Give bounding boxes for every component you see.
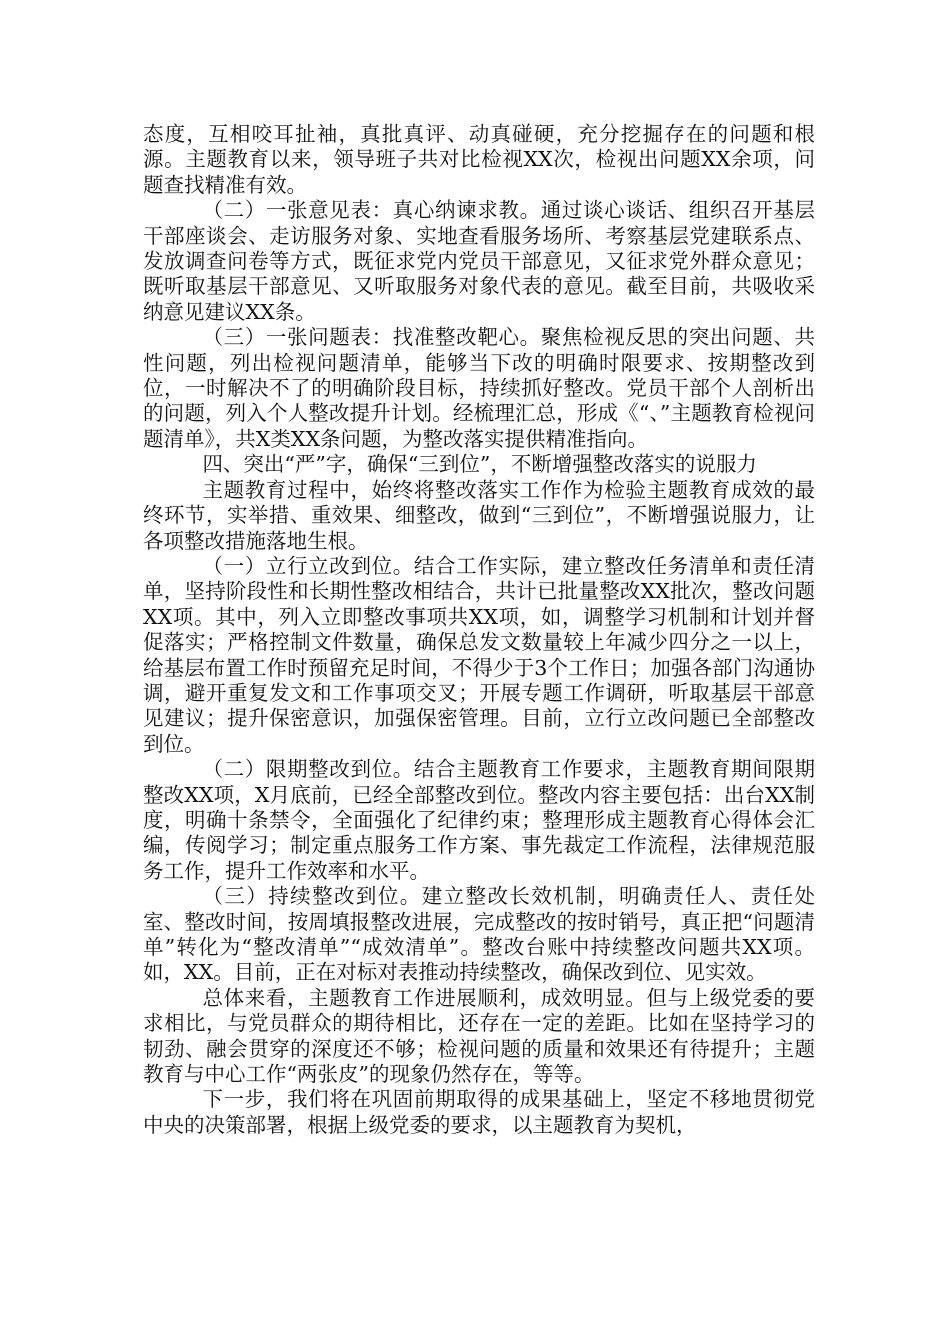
paragraph-immediate-rectification: （一）立行立改到位。结合工作实际，建立整改任务清单和责任清单，坚持阶段性和长期性整改相结合，共计已批量整改XX批次，整改问题XX项。其中，列入立即整改事项共XX项，如，调整学习机制和计划并督促落实；严格控制文件数量，确保总发文数量较上年减少四分之一以上，给基层布置工作时预留充足时间，不得少于3个工作日；加强各部门沟通协调，避开重复发文和工作事项交叉；开展专题工作调研，听取基层干部意见建议；提升保密意识，加强保密管理。目前，立行立改问题已全部整改到位。 bbox=[143, 553, 815, 756]
document-body bbox=[143, 122, 815, 1138]
paragraph-problem-list: （三）一张问题表：找准整改靶心。聚焦检视反思的突出问题、共性问题，列出检视问题清单，能够当下改的明确时限要求、按期整改到位，一时解决不了的明确阶段目标，持续抓好整改。党员干部个人剖析出的问题，列入个人整改提升计划。经梳理汇总，形成《“、”主题教育检视问题清单》，共X类XX条问题，为整改落实提供精准指向。 bbox=[143, 325, 815, 451]
paragraph-continued-self-criticism: 态度，互相咬耳扯袖，真批真评、动真碰硬，充分挖掘存在的问题和根源。主题教育以来，领导班子共对比检视XX次，检视出问题XX余项，问题查找精准有效。 bbox=[143, 122, 815, 197]
paragraph-rectification-intro: 主题教育过程中，始终将整改落实工作作为检验主题教育成效的最终环节，实举措、重效果、细整改，做到“三到位”，不断增强说服力，让各项整改措施落地生根。 bbox=[143, 477, 815, 553]
section-heading-rectification: 四、突出“严”字，确保“三到位”，不断增强整改落实的说服力 bbox=[202, 452, 757, 477]
paragraph-deadline-rectification: （二）限期整改到位。结合主题教育工作要求，主题教育期间限期整改XX项，X月底前，已经全部整改到位。整改内容主要包括：出台XX制度，明确十条禁令，全面强化了纪律约束；整理形成主题教育心得体会汇编，传阅学习；制定重点服务工作方案、事先裁定工作流程，法律规范服务工作，提升工作效率和水平。 bbox=[143, 757, 815, 883]
paragraph-next-steps: 下一步，我们将在巩固前期取得的成果基础上，坚定不移地贯彻党中央的决策部署，根据上级党委的要求，以主题教育为契机， bbox=[143, 1087, 815, 1137]
paragraph-continuous-rectification: （三）持续整改到位。建立整改长效机制，明确责任人、责任处室、整改时间，按周填报整改进展，完成整改的按时销号，真正把“问题清单”转化为“整改清单”“成效清单”。整改台账中持续整改问题共XX项。如，XX。目前，正在对标对表推动持续整改，确保改到位、见实效。 bbox=[143, 884, 815, 985]
paragraph-overall-summary: 总体来看，主题教育工作进展顺利，成效明显。但与上级党委的要求相比，与党员群众的期待相比，还存在一定的差距。比如在坚持学习的韧劲、融会贯穿的深度还不够；检视问题的质量和效果还有待提升；主题教育与中心工作“两张皮”的现象仍然存在，等等。 bbox=[143, 985, 815, 1087]
paragraph-opinion-form: （二）一张意见表：真心纳谏求教。通过谈心谈话、组织召开基层干部座谈会、走访服务对象、实地查看服务场所、考察基层党建联系点、发放调查问卷等方式，既征求党内党员干部意见，又征求党外群众意见；既听取基层干部意见、又听取服务对象代表的意见。截至目前，共吸收采纳意见建议XX条。 bbox=[143, 198, 815, 324]
